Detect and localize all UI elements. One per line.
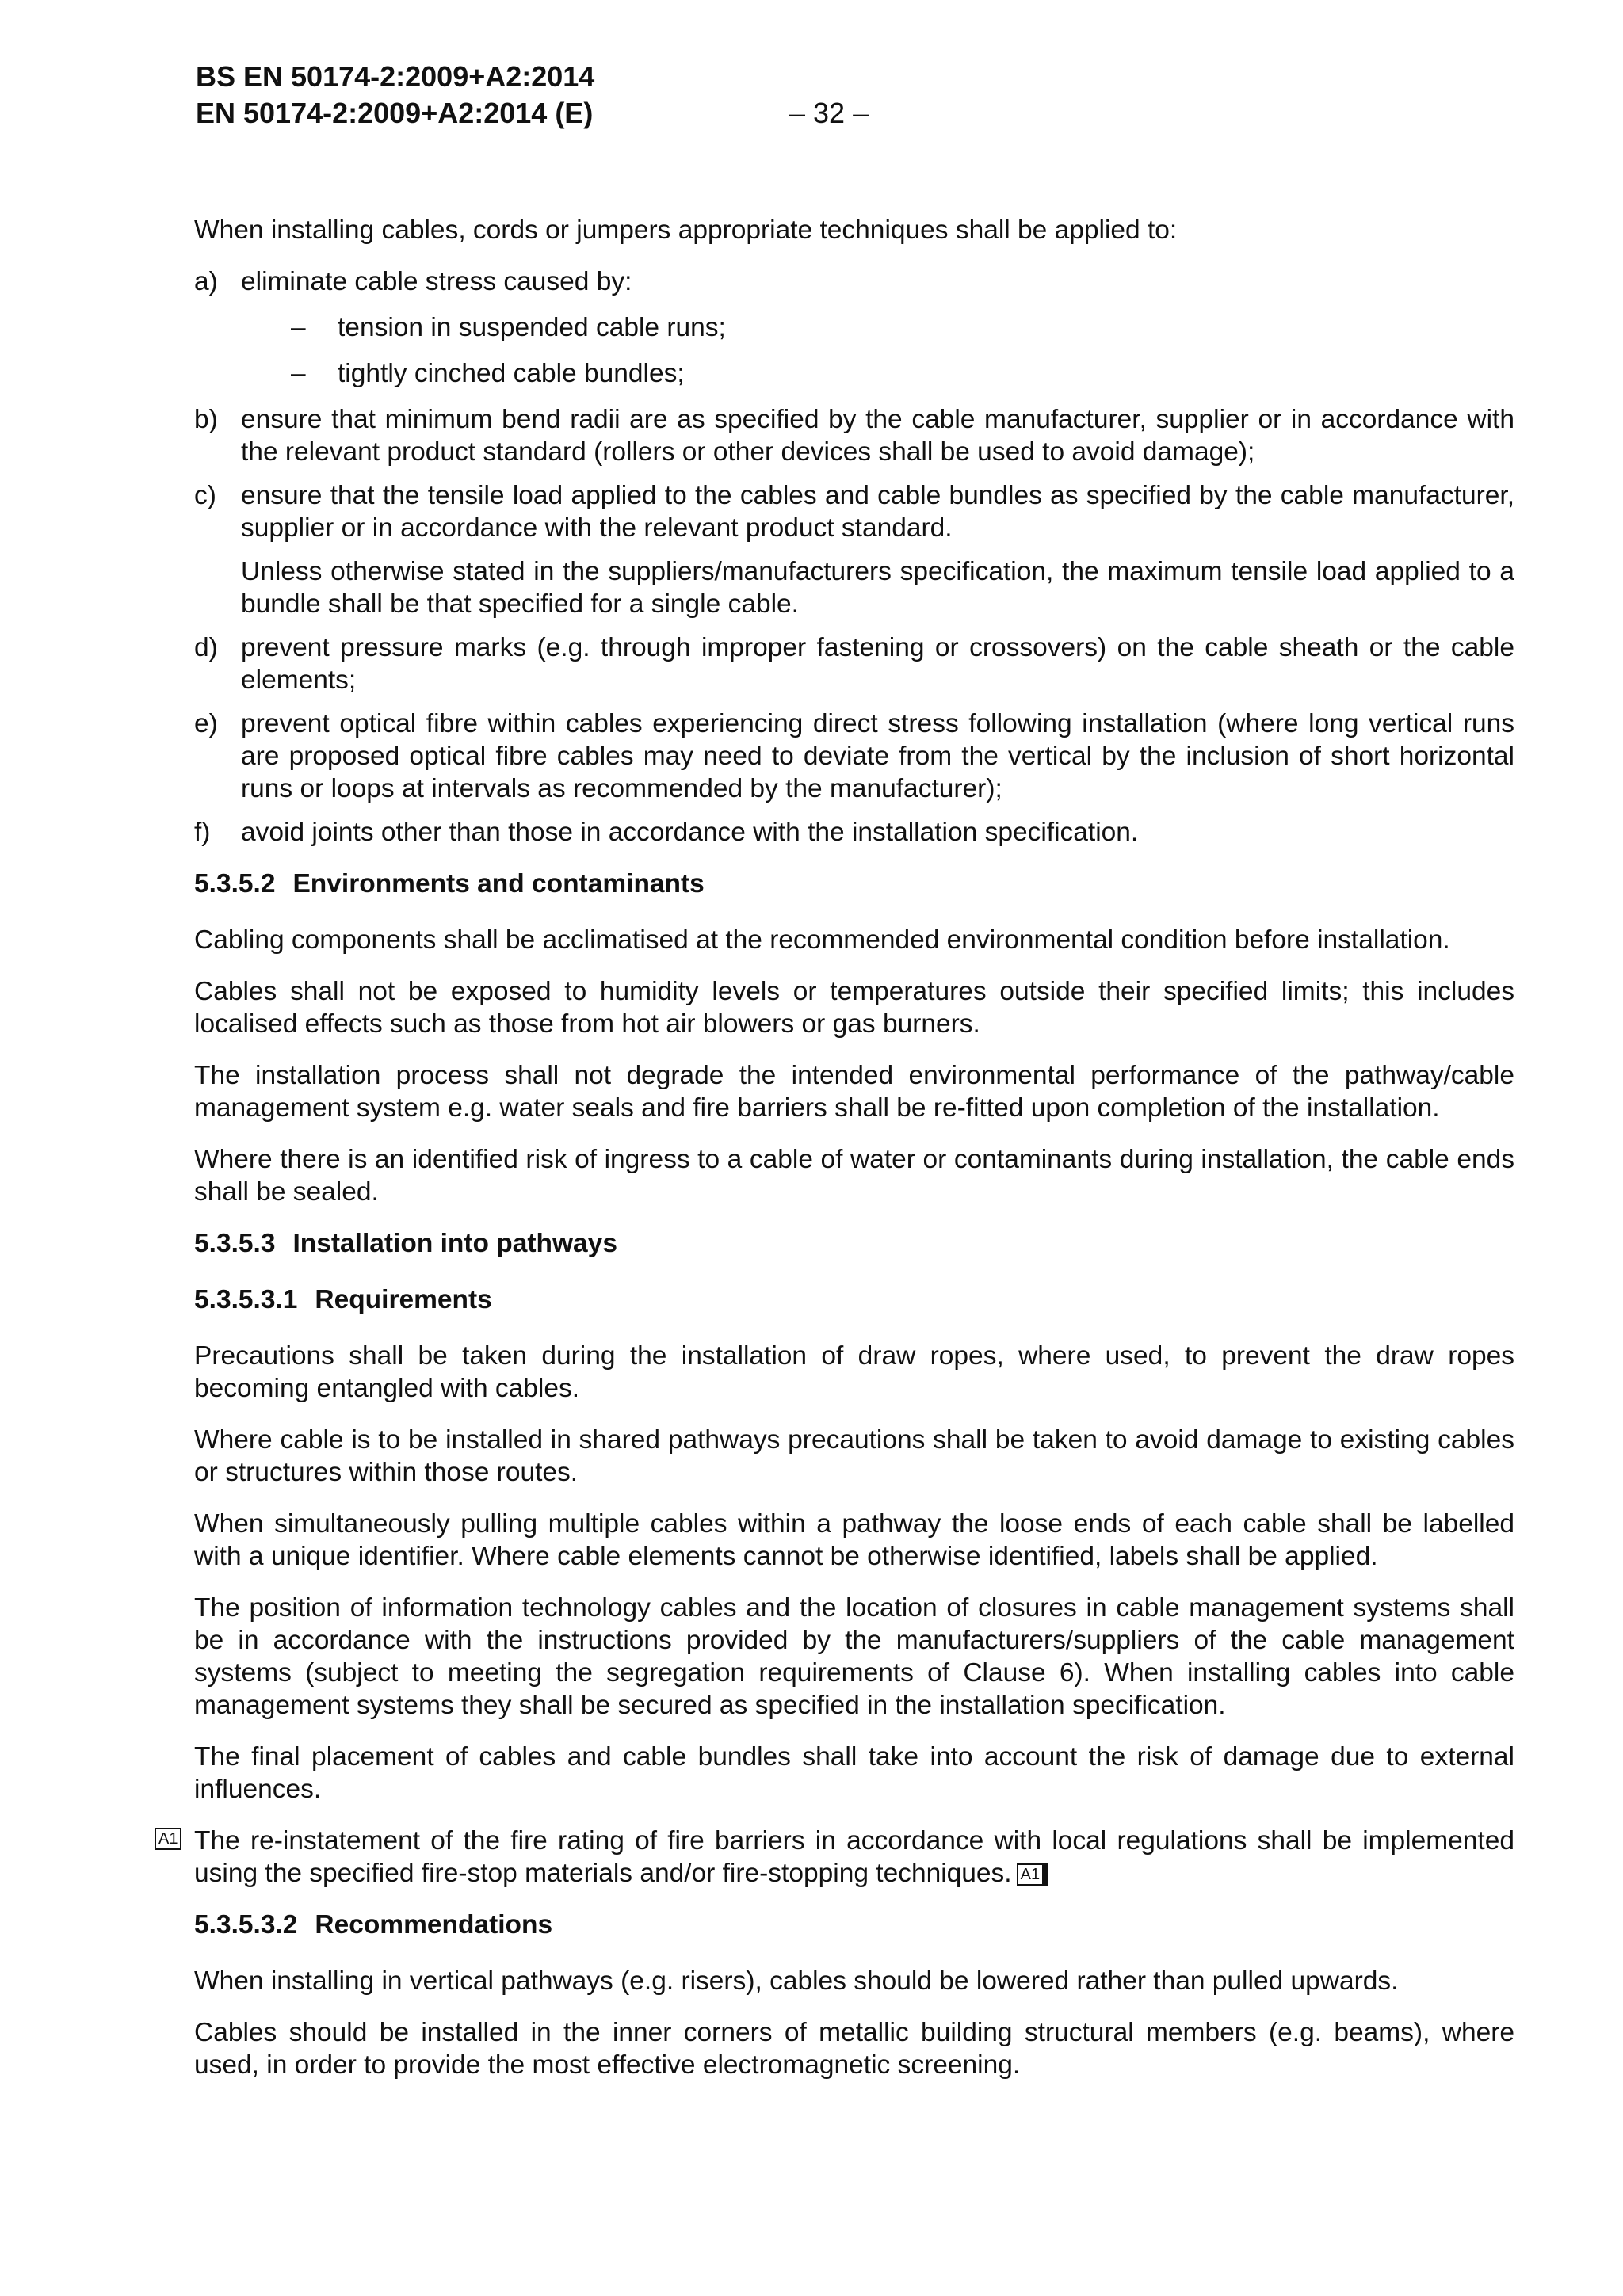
section-number: 5.3.5.2 — [194, 869, 276, 898]
paragraph: The final placement of cables and cable bundles shall take into account the risk of damage due to external influences. — [194, 1742, 1514, 1804]
list-text: prevent pressure marks (e.g. through improper fastening or crossovers) on the cable sheath or the cable elements; — [241, 633, 1514, 695]
list-label: e) — [194, 709, 218, 738]
document-body — [158, 214, 1514, 2100]
page-header — [196, 59, 594, 132]
section-number: 5.3.5.3.1 — [194, 1285, 298, 1314]
list-note: Unless otherwise stated in the suppliers/manufacturers specification, the maximum tensile load applied to a bundle shall be that specified for a single cable. — [241, 557, 1514, 619]
amended-paragraph — [158, 1825, 1514, 1890]
paragraph: Where cable is to be installed in shared pathways precautions shall be taken to avoid damage to existing cables or structures within those routes. — [194, 1425, 1514, 1487]
section-heading-5353 — [194, 1227, 1514, 1260]
sub-list-item — [241, 357, 1514, 390]
list-label: c) — [194, 481, 216, 510]
list-text: ensure that the tensile load applied to the cables and cable bundles as specified by the cable manufacturer, supplier or in accordance with the relevant product standard. — [241, 481, 1514, 543]
list-text: prevent optical fibre within cables experiencing direct stress following installation (where long vertical runs are proposed optical fibre cables may need to deviate from the vertical by the inclusion of short horizontal runs or loops at intervals as recommended by the manufacturer); — [241, 709, 1514, 803]
section-title: Environments and contaminants — [292, 869, 705, 898]
header-standard-bs: BS EN 50174-2:2009+A2:2014 — [196, 60, 595, 93]
sub-list — [241, 311, 1514, 390]
list-text: eliminate cable stress caused by: — [241, 267, 632, 296]
list-item — [194, 631, 1514, 696]
list-label: d) — [194, 633, 218, 662]
paragraph: Where there is an identified risk of ingress to a cable of water or contaminants during installation, the cable ends shall be sealed. — [194, 1145, 1514, 1207]
list-item — [194, 479, 1514, 620]
paragraph: When installing in vertical pathways (e.g. risers), cables should be lowered rather than pulled upwards. — [194, 1966, 1399, 1996]
paragraph: Cabling components shall be acclimatised at the recommended environmental condition before installation. — [194, 925, 1450, 955]
header-standard-en: EN 50174-2:2009+A2:2014 (E) — [196, 97, 594, 129]
sub-list-text: tightly cinched cable bundles; — [338, 359, 685, 388]
section-number: 5.3.5.3 — [194, 1229, 276, 1258]
paragraph: The position of information technology cables and the location of closures in cable management systems shall be in accordance with the instructions provided by the manufacturers/suppliers of the cable management systems (subject to meeting the segregation requirements of Clause 6). When installing cables into cable management systems they shall be secured as specified in the installation specification. — [194, 1593, 1514, 1720]
amended-text: The re-instatement of the fire rating of fire barriers in accordance with local regulations shall be implemented using the specified fire-stop materials and/or fire-stopping techniques. — [194, 1826, 1514, 1888]
list-text: avoid joints other than those in accordance with the installation specification. — [241, 818, 1139, 847]
amendment-start-marker: A1 — [155, 1828, 181, 1850]
list-item — [194, 816, 1514, 849]
list-text: ensure that minimum bend radii are as specified by the cable manufacturer, supplier or in accordance with the relevant product standard (rollers or other devices shall be used to avoid damage); — [241, 405, 1514, 467]
sub-list-item — [241, 311, 1514, 344]
paragraph: The installation process shall not degrade the intended environmental performance of the pathway/cable management system e.g. water seals and fire barriers shall be re-fitted upon completion of the installation. — [194, 1061, 1514, 1123]
dash-bullet: – — [291, 359, 306, 388]
section-heading-5352 — [194, 868, 1514, 900]
section-heading-53531 — [194, 1283, 1514, 1316]
list-label: f) — [194, 818, 211, 847]
section-title: Recommendations — [315, 1910, 553, 1939]
dash-bullet: – — [291, 313, 306, 342]
section-title: Installation into pathways — [292, 1229, 617, 1258]
list-item — [194, 707, 1514, 805]
list-item — [194, 265, 1514, 390]
page-number: – 32 – — [789, 97, 869, 129]
list-item — [194, 403, 1514, 468]
paragraph: Cables shall not be exposed to humidity levels or temperatures outside their specified limits; this includes localised effects such as those from hot air blowers or gas burners. — [194, 977, 1514, 1039]
paragraph: Precautions shall be taken during the installation of draw ropes, where used, to prevent the draw ropes becoming entangled with cables. — [194, 1341, 1514, 1403]
list-label: a) — [194, 267, 218, 296]
paragraph: When simultaneously pulling multiple cables within a pathway the loose ends of each cable shall be labelled with a unique identifier. Where cable elements cannot be otherwise identified, labels shall be applied. — [194, 1509, 1514, 1571]
installation-technique-list — [194, 265, 1514, 849]
section-title: Requirements — [315, 1285, 492, 1314]
list-label: b) — [194, 405, 218, 434]
paragraph: Cables should be installed in the inner corners of metallic building structural members (e.g. beams), where used, in order to provide the most effective electromagnetic screening. — [194, 2018, 1514, 2080]
section-heading-53532 — [194, 1909, 1514, 1941]
intro-paragraph: When installing cables, cords or jumpers appropriate techniques shall be applied to: — [194, 215, 1178, 245]
section-number: 5.3.5.3.2 — [194, 1910, 298, 1939]
sub-list-text: tension in suspended cable runs; — [338, 313, 726, 342]
amendment-end-marker: A1 — [1017, 1863, 1048, 1886]
